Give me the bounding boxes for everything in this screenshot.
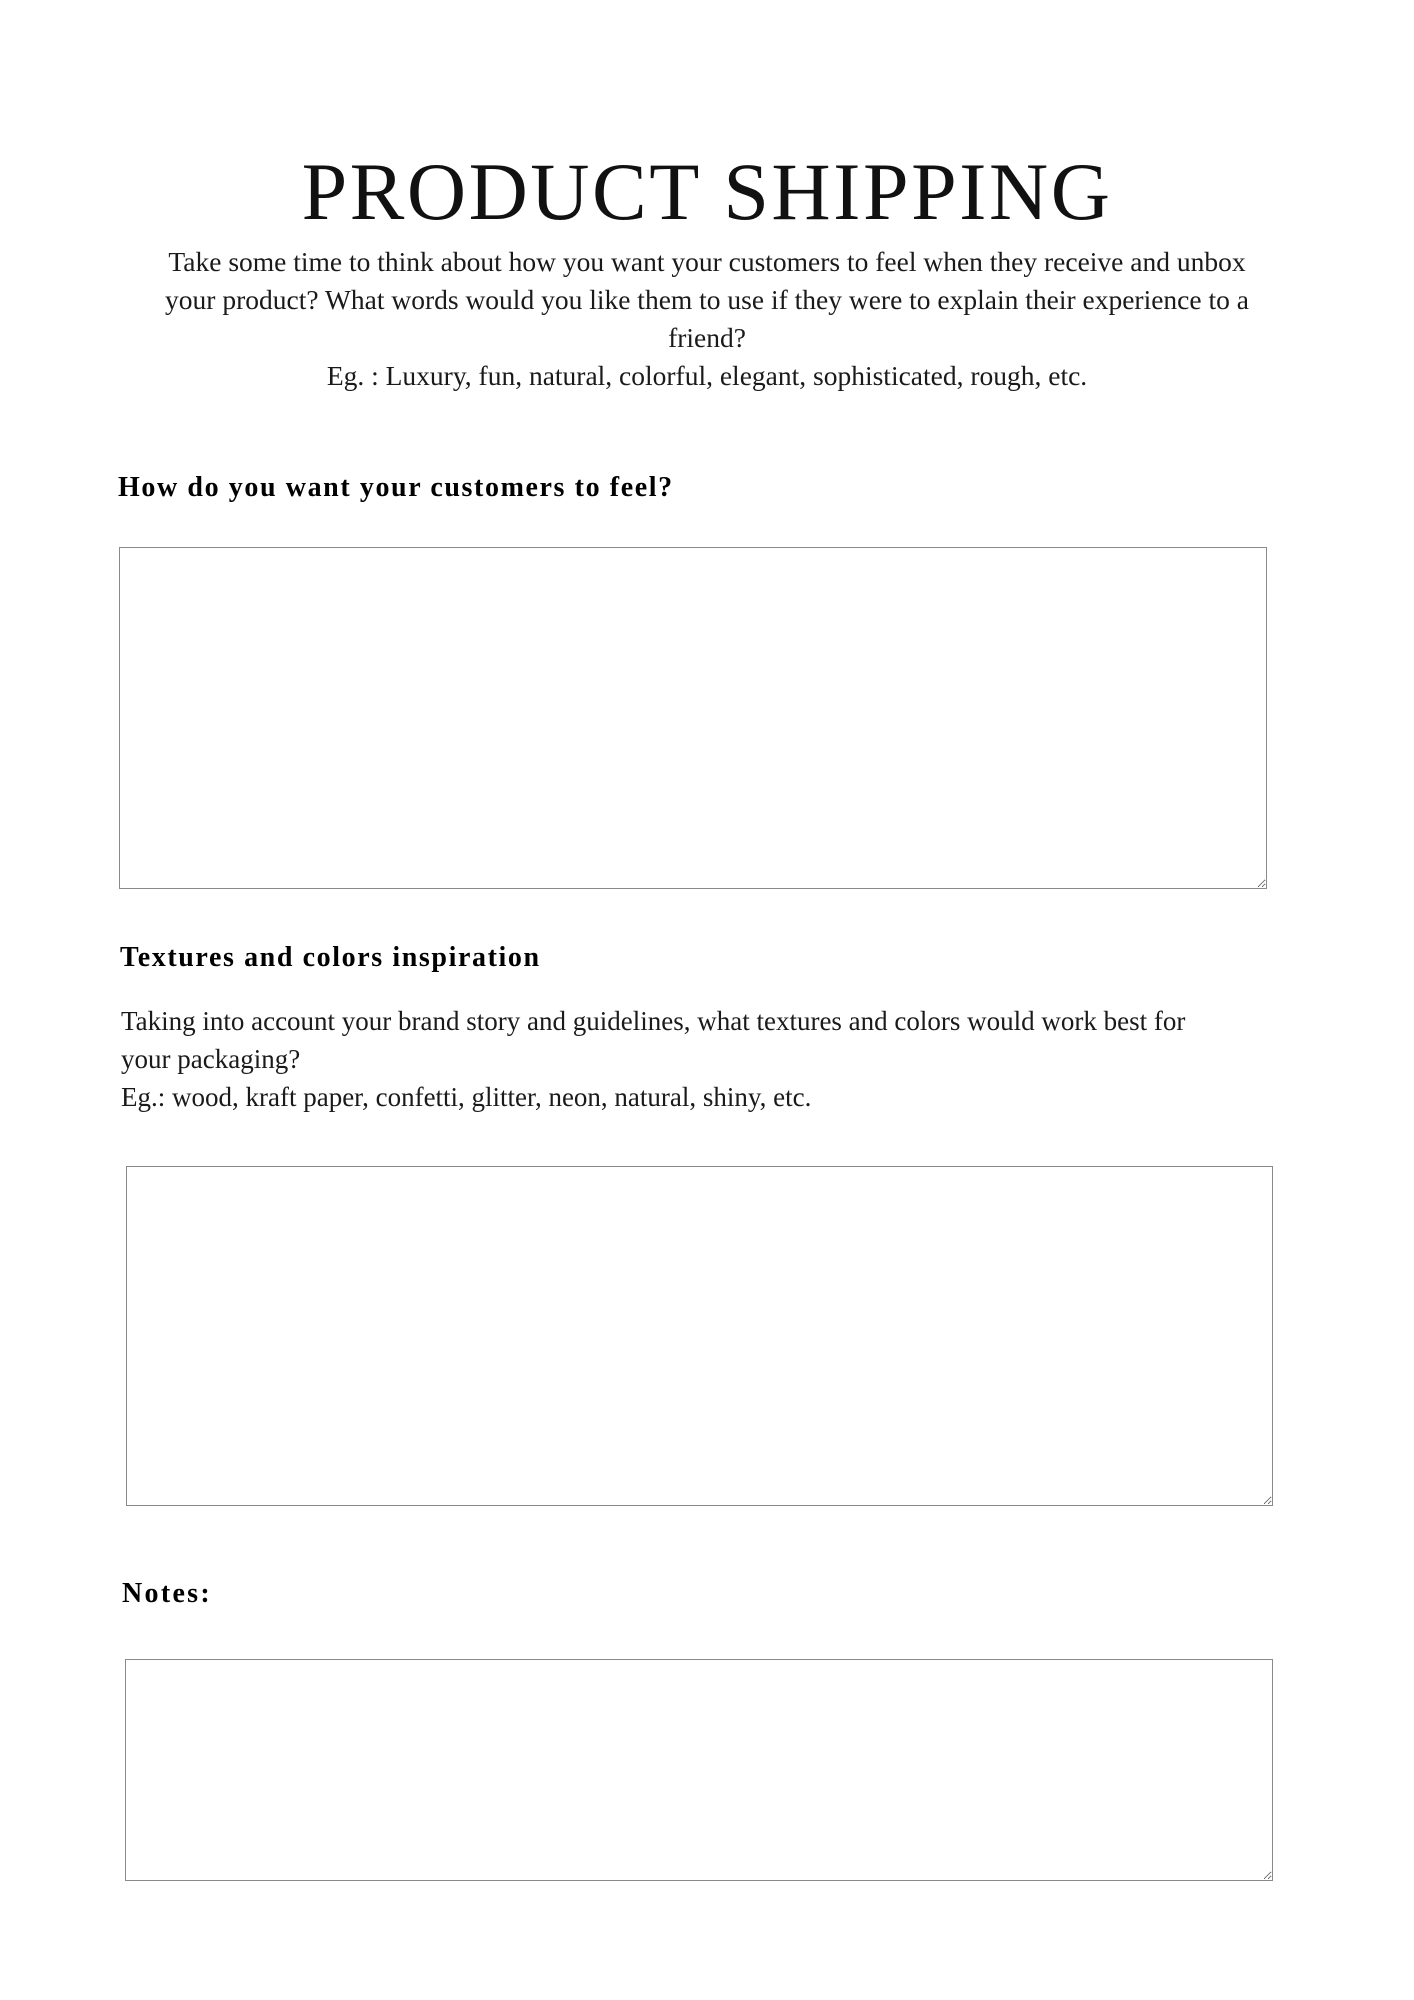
textures-description-block	[121, 1002, 1231, 1116]
section-heading-customer-feel: How do you want your customers to feel?	[118, 472, 674, 503]
textures-description: Taking into account your brand story and guidelines, what textures and colors would work best for your packaging?	[121, 1006, 1186, 1074]
textures-example: Eg.: wood, kraft paper, confetti, glitter, neon, natural, shiny, etc.	[121, 1082, 812, 1112]
intro-paragraph: Take some time to think about how you want your customers to feel when they receive and unbox your product? What words would you like them to use if they were to explain their experience to a friend?	[165, 246, 1249, 353]
section-heading-notes: Notes:	[122, 1578, 212, 1609]
answer-box-customer-feel[interactable]	[119, 547, 1267, 889]
answer-box-notes[interactable]	[125, 1659, 1273, 1881]
answer-box-textures-colors[interactable]	[126, 1166, 1273, 1506]
section-heading-textures-colors: Textures and colors inspiration	[120, 942, 541, 973]
intro-example: Eg. : Luxury, fun, natural, colorful, elegant, sophisticated, rough, etc.	[326, 360, 1088, 391]
page-title: PRODUCT SHIPPING	[301, 145, 1113, 237]
intro-block	[140, 243, 1274, 395]
